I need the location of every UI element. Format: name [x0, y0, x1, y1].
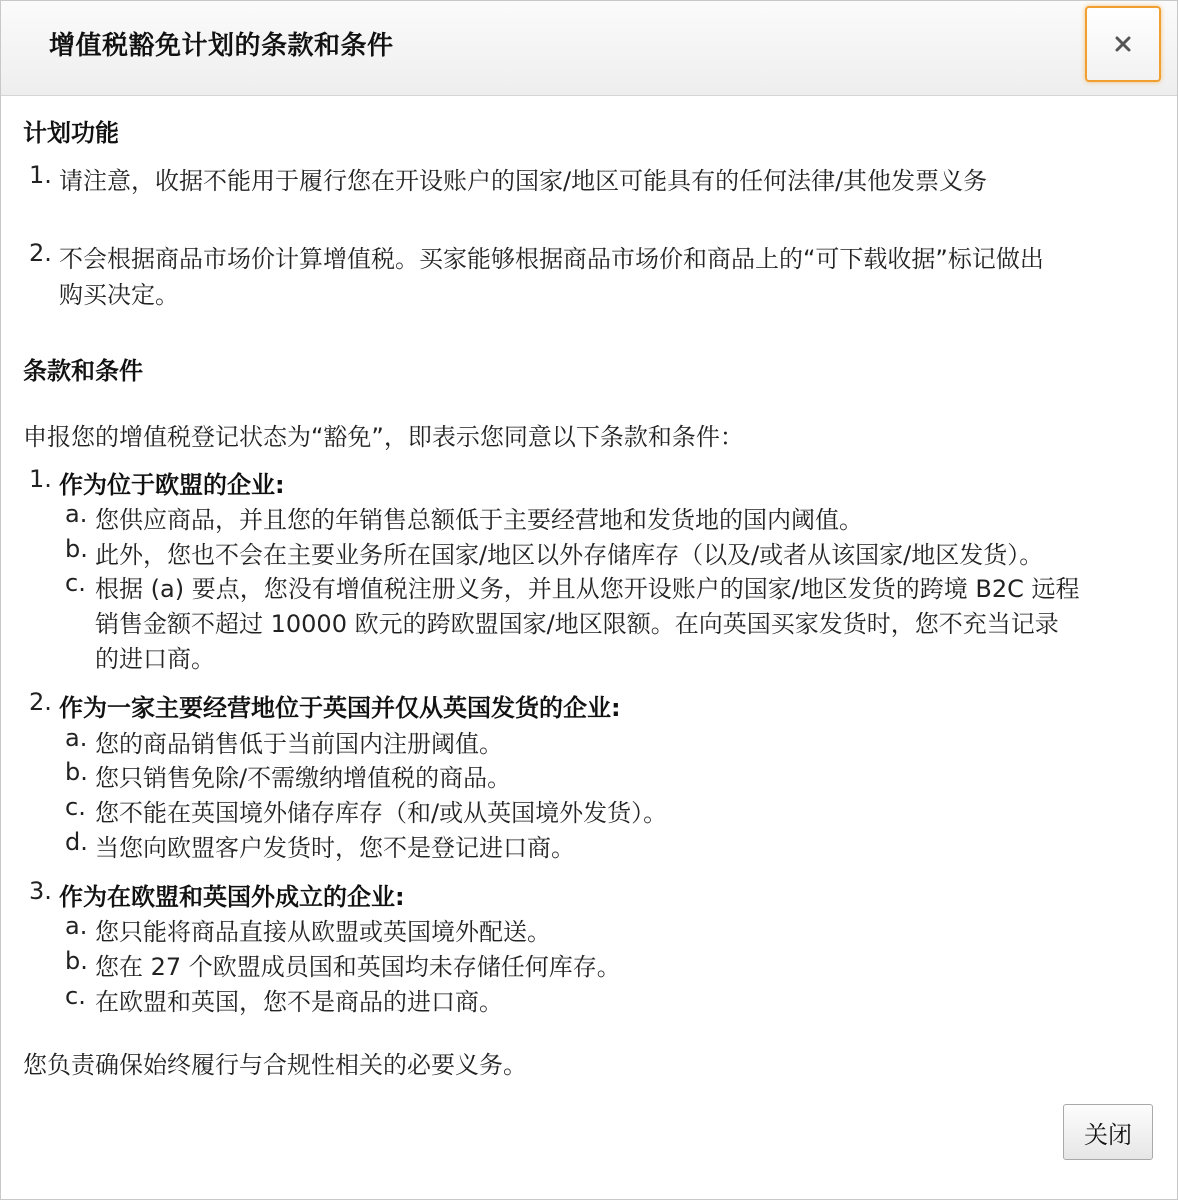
- group-1-title: 作为位于欧盟的企业:: [59, 471, 285, 499]
- group-3-item-a-letter: a.: [65, 912, 88, 940]
- terms-heading: 条款和条件: [23, 357, 143, 385]
- feature-2-text-line1: 不会根据商品市场价计算增值税。买家能够根据商品市场价和商品上的“可下载收据”标记做出: [59, 245, 1044, 273]
- group-2-title: 作为一家主要经营地位于英国并仅从英国发货的企业:: [59, 694, 621, 722]
- group-3-title: 作为在欧盟和英国外成立的企业:: [59, 883, 405, 911]
- group-1-number: 1.: [29, 465, 52, 493]
- group-2-item-b-letter: b.: [65, 758, 88, 786]
- group-1-item-c-text-line3: 的进口商。: [95, 645, 215, 673]
- group-1-item-a-text: 您供应商品，并且您的年销售总额低于主要经营地和发货地的国内阈值。: [95, 506, 863, 534]
- compliance-note: 您负责确保始终履行与合规性相关的必要义务。: [23, 1051, 527, 1079]
- group-1-item-c-letter: c.: [65, 569, 86, 597]
- group-3-item-b-letter: b.: [65, 947, 88, 975]
- dialog-header: [1, 1, 1177, 96]
- terms-intro: 申报您的增值税登记状态为“豁免”，即表示您同意以下条款和条件：: [23, 423, 744, 451]
- group-1-item-a-letter: a.: [65, 500, 88, 528]
- close-x-button[interactable]: [1085, 6, 1161, 82]
- group-3-item-b-text: 您在 27 个欧盟成员国和英国均未存储任何库存。: [95, 953, 621, 981]
- group-1-item-c-text-line2: 销售金额不超过 10000 欧元的跨欧盟国家/地区限额。在向英国买家发货时，您不充当记录: [95, 610, 1059, 638]
- group-2-item-a-letter: a.: [65, 724, 88, 752]
- group-1-item-b-letter: b.: [65, 535, 88, 563]
- group-2-item-d-text: 当您向欧盟客户发货时，您不是登记进口商。: [95, 834, 575, 862]
- feature-1-text: 请注意，收据不能用于履行您在开设账户的国家/地区可能具有的任何法律/其他发票义务: [59, 167, 988, 195]
- group-1-item-c-text-line1: 根据 (a) 要点，您没有增值税注册义务，并且从您开设账户的国家/地区发货的跨境 B2C 远程: [95, 575, 1080, 603]
- group-3-item-c-letter: c.: [65, 982, 86, 1010]
- group-3-item-c-text: 在欧盟和英国，您不是商品的进口商。: [95, 988, 503, 1016]
- group-2-item-c-text: 您不能在英国境外储存库存（和/或从英国境外发货）。: [95, 799, 668, 827]
- feature-2-text-line2: 购买决定。: [59, 281, 179, 309]
- features-heading: 计划功能: [23, 119, 119, 147]
- group-3-item-a-text: 您只能将商品直接从欧盟或英国境外配送。: [95, 918, 551, 946]
- group-2-number: 2.: [29, 688, 52, 716]
- dialog-body: [1, 95, 1177, 1095]
- close-button[interactable]: 关闭: [1063, 1104, 1153, 1160]
- group-1-item-b-text: 此外，您也不会在主要业务所在国家/地区以外存储库存（以及/或者从该国家/地区发货）。: [95, 541, 1044, 569]
- feature-2-number: 2.: [29, 239, 52, 267]
- close-icon: [1115, 36, 1131, 52]
- group-2-item-b-text: 您只销售免除/不需缴纳增值税的商品。: [95, 764, 512, 792]
- group-2-item-a-text: 您的商品销售低于当前国内注册阈值。: [95, 730, 503, 758]
- dialog-title: 增值税豁免计划的条款和条件: [49, 31, 394, 61]
- feature-1-number: 1.: [29, 161, 52, 189]
- group-2-item-d-letter: d.: [65, 828, 88, 856]
- group-2-item-c-letter: c.: [65, 793, 86, 821]
- group-3-number: 3.: [29, 877, 52, 905]
